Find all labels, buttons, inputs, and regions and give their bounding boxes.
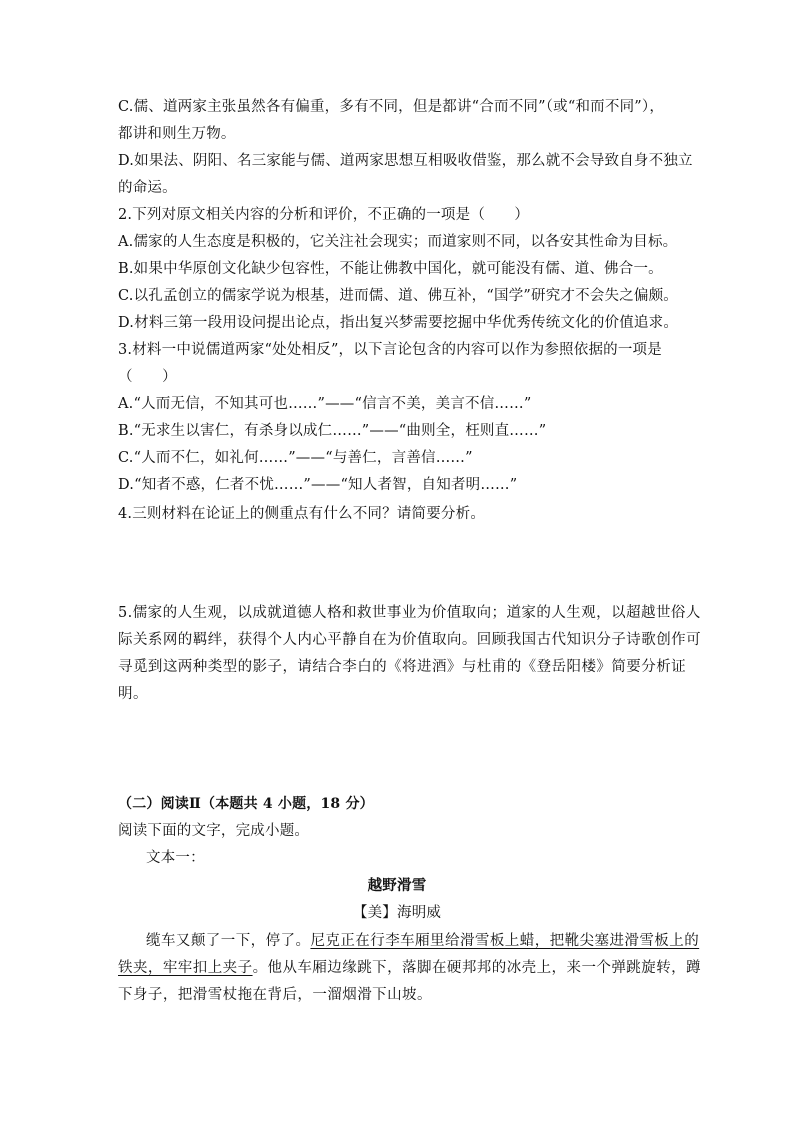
question-2-stem: 2.下列对原文相关内容的分析和评价，不正确的一项是（ ） <box>118 207 530 223</box>
question-3-option-b: B.“无求生以害仁，有杀身以成仁……”——“曲则全，枉则直……” <box>118 423 547 439</box>
story-paragraph-line2 <box>118 958 701 978</box>
question-2-option-a: A.儒家的人生态度是积极的，它关注社会现实；而道家则不同，以各安其性命为目标。 <box>118 234 678 250</box>
story-author: 【美】海明威 <box>352 905 442 921</box>
text-label: 文本一： <box>146 850 205 866</box>
question-5-line4: 明。 <box>118 686 148 702</box>
option-c-line2: 都讲和则生万物。 <box>118 126 236 142</box>
question-3-option-c: C.“人而不仁，如礼何……”——“与善仁，言善信……” <box>118 450 473 466</box>
question-5-line2: 际关系网的羁绊，获得个人内心平静自在为价值取向。回顾我国古代知识分子诗歌创作可 <box>118 632 702 648</box>
question-2-option-d: D.材料三第一段用设问提出论点，指出复兴梦需要挖掘中华优秀传统文化的价值追求。 <box>118 315 679 331</box>
question-3-option-a: A.“人而无信，不知其可也……”——“信言不美，美言不信……” <box>118 396 532 412</box>
question-5-line3: 寻觅到这两种类型的影子，请结合李白的《将进酒》与杜甫的《登岳阳楼》简要分析证 <box>118 659 687 675</box>
question-3-answer-paren: （ ） <box>118 369 177 385</box>
option-d-line2: 的命运。 <box>118 180 177 196</box>
story-text: 缆车又颠了一下，停了。 <box>146 933 311 949</box>
section-heading: （二）阅读Ⅱ（本题共 4 小题，18 分） <box>118 796 374 812</box>
question-3-option-d: D.“知者不惑，仁者不忧……”——“知人者智，自知者明……” <box>118 477 518 493</box>
story-paragraph-line1 <box>146 931 699 951</box>
question-3-stem: 3.材料一中说儒道两家“处处相反”，以下言论包含的内容可以作为参照依据的一项是 <box>118 342 662 358</box>
underlined-sentence-cont: 铁夹，牢牢扣上夹子 <box>118 960 253 976</box>
section-instruction: 阅读下面的文字，完成小题。 <box>118 823 310 839</box>
question-2-option-c: C.以孔孟创立的儒家学说为根基，进而儒、道、佛互补，“国学”研究才不会失之偏颇。 <box>118 288 679 304</box>
story-paragraph-line3: 下身子，把滑雪杖拖在背后，一溜烟滑下山坡。 <box>118 987 432 1003</box>
option-c-line1: C.儒、道两家主张虽然各有偏重，多有不同，但是都讲“合而不同”（或“和而不同”）， <box>118 99 665 115</box>
underlined-sentence: 尼克正在行李车厢里给滑雪板上蜡，把靴尖塞进滑雪板上的 <box>310 933 700 949</box>
story-text: 。他从车厢边缘跳下，落脚在硬邦邦的冰壳上，来一个弹跳旋转，蹲 <box>252 960 702 976</box>
question-4-stem: 4.三则材料在论证上的侧重点有什么不同？请简要分析。 <box>118 506 486 522</box>
question-5-line1: 5.儒家的人生观，以成就道德人格和救世事业为价值取向；道家的人生观，以超越世俗人 <box>118 605 701 621</box>
story-title: 越野滑雪 <box>367 877 427 894</box>
question-2-option-b: B.如果中华原创文化缺少包容性，不能让佛教中国化，就可能没有儒、道、佛合一。 <box>118 261 663 277</box>
option-d-line1: D.如果法、阴阳、名三家能与儒、道两家思想互相吸收借鉴，那么就不会导致自身不独立 <box>118 153 693 169</box>
